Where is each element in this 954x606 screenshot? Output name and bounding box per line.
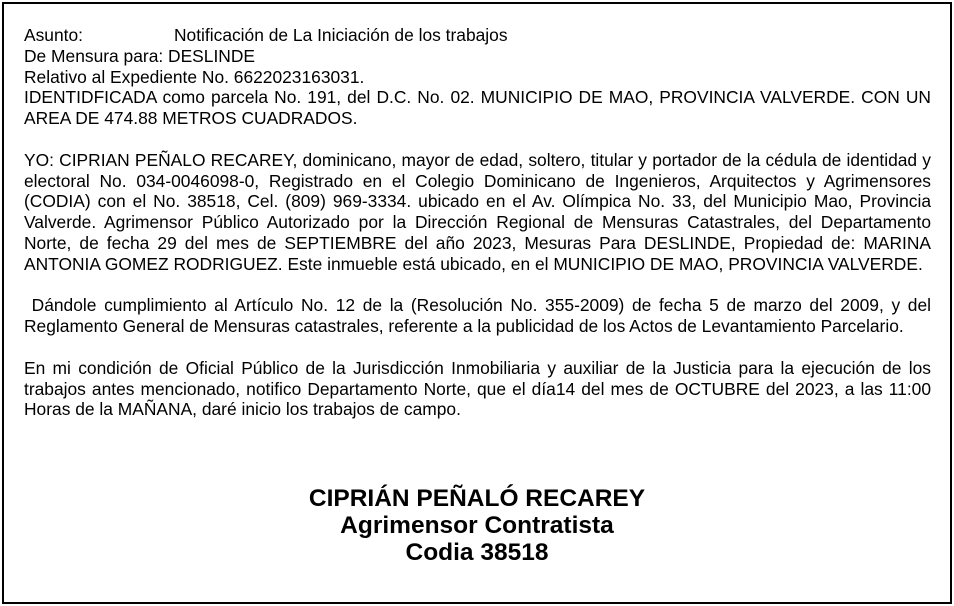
signer-title: Agrimensor Contratista <box>340 512 614 539</box>
parcel-identification: IDENTIDFICADA como parcela No. 191, del D.C. No. 02. MUNICIPIO DE MAO, PROVINCIA VALVERDE. CON UN AREA DE 474.88 METROS CUADRADOS. <box>24 87 931 129</box>
spacer <box>24 337 931 358</box>
surveyor-declaration: YO: CIPRIAN PEÑALO RECAREY, dominicano, mayor de edad, soltero, titular y portador de la cédula de identidad y electoral No. 034-0046098-0, Registrado en el Colegio Dominicano de Ingenieros, Arquitectos y Agrimensores (CODIA) con el No. 38518, Cel. (809) 969-3334. ubicado en el Av. Olímpica No. 33, del Municipio Mao, Provincia Valverde. Agrimensor Público Autorizado por la Dirección Regional de Mensuras Catastrales, del Departamento Norte, de fecha 29 del mes de SEPTIEMBRE del año 2023, Mesuras Para DESLINDE, Propiedad de: MARINA ANTONIA GOMEZ RODRIGUEZ. Este inmueble está ubicado, en el MUNICIPIO DE MAO, PROVINCIA VALVERDE. <box>24 149 931 274</box>
asunto-value: Notificación de La Iniciación de los trabajos <box>174 25 508 45</box>
spacer <box>24 129 931 150</box>
legal-notice-box <box>2 2 952 604</box>
asunto-label: Asunto: <box>24 25 83 45</box>
signer-codia: Codia 38518 <box>405 539 549 566</box>
expediente-line: Relativo al Expediente No. 6622023163031. <box>24 66 365 87</box>
asunto-line <box>24 25 931 46</box>
signature-block <box>4 485 950 566</box>
notification-paragraph: En mi condición de Oficial Público de la Jurisdicción Inmobiliaria y auxiliar de la Justicia para la ejecución de los trabajos antes mencionado, notifico Departamento Norte, que el día14 del mes de OCTUBRE del 2023, a las 11:00 Horas de la MAÑANA, daré inicio los trabajos de campo. <box>24 357 931 420</box>
spacer <box>24 275 931 296</box>
legal-basis-paragraph: Dándole cumplimiento al Artículo No. 12 de la (Resolución No. 355-2009) de fecha 5 de marzo del 2009, y del Reglamento General de Mensuras catastrales, referente a la publicidad de los Actos de Levantamiento Parcelario. <box>24 295 936 337</box>
signer-name: CIPRIÁN PEÑALÓ RECAREY <box>308 485 646 512</box>
mensura-line: De Mensura para: DESLINDE <box>24 45 256 66</box>
notice-content <box>24 25 936 420</box>
